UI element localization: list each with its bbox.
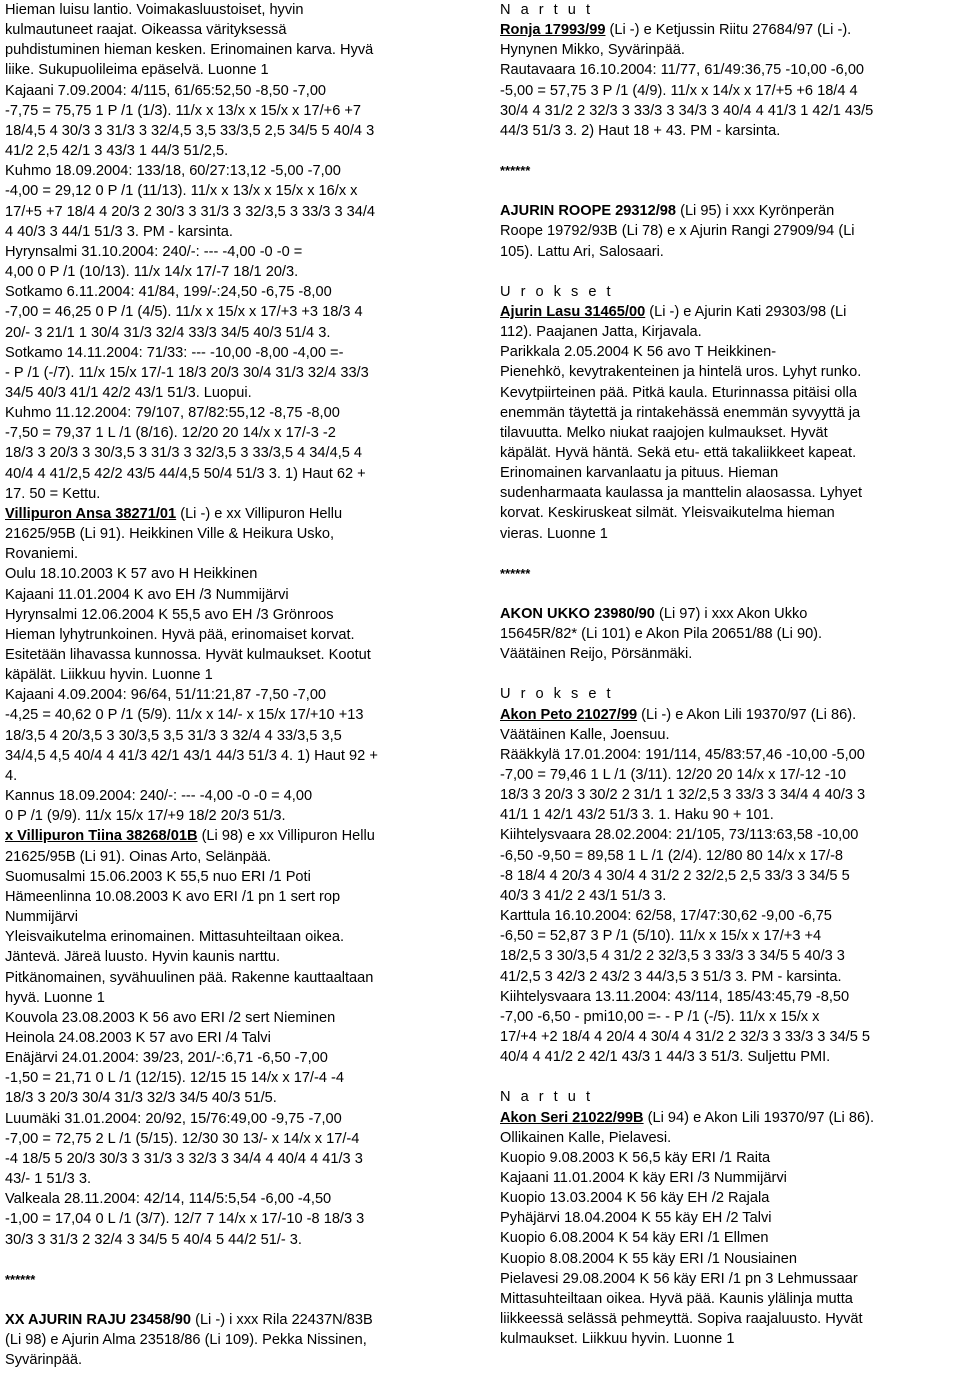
text-line: 15645R/82* (Li 101) e Akon Pila 20651/88 (Li 90). <box>500 626 823 643</box>
section-separator: ****** <box>500 565 531 581</box>
text-line: 30/3 3 31/3 2 32/4 3 34/5 5 40/4 5 44/2 51/- 3. <box>5 1231 302 1248</box>
text-line: enemmän täytettä ja rintakehässä enemmän syvyyttä ja <box>500 404 861 421</box>
text-line: Kajaani 11.01.2004 K avo EH /3 Nummijärvi <box>5 586 289 603</box>
text-line: Suomusalmi 15.06.2003 K 55,5 nuo ERI /1 Poti <box>5 868 311 885</box>
text-line: Hämeenlinna 10.08.2003 K avo ERI /1 pn 1 sert rop <box>5 888 341 905</box>
text-line: Jäntevä. Järeä luusto. Hyvin kaunis narttu. <box>5 949 280 966</box>
text-line: 41/2 2,5 42/1 3 43/3 1 44/3 51/2,5. <box>5 143 229 160</box>
text-line: Kiihtelysvaara 13.11.2004: 43/114, 185/43:45,79 -8,50 <box>500 988 850 1005</box>
text-line: - P /1 (-/7). 11/x 15/x 17/-1 18/3 20/3 30/4 31/3 32/4 33/3 <box>5 364 369 381</box>
text-line: 17/+4 +2 18/4 4 20/4 4 30/4 4 31/2 2 32/3 3 33/3 3 34/5 5 <box>500 1029 871 1046</box>
text-line: 0 P /1 (9/9). 11/x 15/x 17/+9 18/2 20/3 51/3. <box>5 808 286 825</box>
paragraph-lasu-details <box>500 322 960 544</box>
dog-name: x Villipuron Tiina 38268/01B <box>5 828 198 845</box>
text-line: 34/5 40/3 41/1 42/2 43/1 51/3. Luopui. <box>5 384 252 401</box>
text-line: käpälät. Hyvä häntä. Sekä etu- että takaliikkeet kapeat. <box>500 444 857 461</box>
text-line: 18/3 3 20/3 30/4 31/3 32/3 34/5 40/3 51/5. <box>5 1090 277 1107</box>
text-line: -6,50 = 52,87 3 P /1 (5/10). 11/x x 15/x x 17/+3 +4 <box>500 928 822 945</box>
text-line: Kuhmo 18.09.2004: 133/18, 60/27:13,12 -5,00 -7,00 <box>5 163 341 180</box>
text-line: vieras. Luonne 1 <box>500 525 608 542</box>
paragraph-ronja-details <box>500 40 960 141</box>
text-line: (Li 98) e Ajurin Alma 23518/86 (Li 109). Pekka Nissinen, <box>5 1332 367 1348</box>
text-line: puhdistuminen hieman kesken. Erinomainen karva. Hyvä <box>5 42 374 59</box>
section-label-urokset: U r o k s e t <box>500 283 614 300</box>
text-line: Väätäinen Kalle, Joensuu. <box>500 726 670 743</box>
text-line: hyvä. Luonne 1 <box>5 989 105 1006</box>
text-line: -6,50 -9,50 = 89,58 1 L /1 (2/4). 12/80 80 14/x x 17/-8 <box>500 847 844 864</box>
text-line: Parikkala 2.05.2004 K 56 avo T Heikkinen- <box>500 344 777 361</box>
text-line: korvat. Keskiruskeat silmät. Yleisvaikutelma hieman <box>500 505 835 522</box>
text-line: Väätäinen Reijo, Pörsänmäki. <box>500 646 693 663</box>
text-line: kulmautuneet raajat. Oikeassa värityksessä <box>5 22 287 39</box>
text-line: 17/+5 +7 18/4 4 20/3 2 30/3 3 31/3 3 32/3,5 3 33/3 3 34/4 <box>5 203 376 220</box>
text-line: Yleisvaikutelma erinomainen. Mittasuhteiltaan oikea. <box>5 929 345 946</box>
paragraph-roope-details <box>500 221 960 261</box>
dog-heading-akon-seri: Akon Seri 21022/99B (Li 94) e Akon Lili 19370/97 (Li 86). <box>500 1109 874 1126</box>
text-line: 21625/95B (Li 91). Oinas Arto, Selänpää. <box>5 848 272 865</box>
text-line: 4,00 0 P /1 (10/13). 11/x 14/x 17/-7 18/1 20/3. <box>5 264 299 281</box>
text-line: Heinola 24.08.2003 K 57 avo ERI /4 Talvi <box>5 1029 271 1046</box>
text-line: Kuopio 8.08.2004 K 55 käy ERI /1 Nousiainen <box>500 1250 797 1267</box>
text-line: 18/3 3 20/3 3 30/3,5 3 31/3 3 32/3,5 3 33/3,5 4 34/4,5 4 <box>5 445 363 462</box>
text-line: Erinomainen karvanlaatu ja pituus. Hieman <box>500 465 779 482</box>
dog-heading-villipuron-ansa: Villipuron Ansa 38271/01 (Li -) e xx Villipuron Hellu <box>5 505 343 522</box>
text-line: Hieman luisu lantio. Voimakasluustoiset, hyvin <box>5 2 304 18</box>
text-line: Mittasuhteiltaan oikea. Hyvä pää. Kaunis ylälinja mutta <box>500 1290 853 1307</box>
text-line: Kuhmo 11.12.2004: 79/107, 87/82:55,12 -8,75 -8,00 <box>5 405 340 422</box>
dog-heading-villipuron-tiina: x Villipuron Tiina 38268/01B (Li 98) e xx Villipuron Hellu <box>5 828 375 845</box>
text-line: -5,00 = 57,75 3 P /1 (4/9). 11/x x 14/x x 17/+5 +6 18/4 4 <box>500 82 858 99</box>
text-line: Oulu 18.10.2003 K 57 avo H Heikkinen <box>5 566 258 583</box>
text-line: Hyrynsalmi 12.06.2004 K 55,5 avo EH /3 Grönroos <box>5 606 334 623</box>
text-line: Rautavaara 16.10.2004: 11/77, 61/49:36,75 -10,00 -6,00 <box>500 62 865 79</box>
text-line: Kiihtelysvaara 28.02.2004: 21/105, 73/113:63,58 -10,00 <box>500 827 859 844</box>
text-line: -7,00 = 79,46 1 L /1 (3/11). 12/20 20 14/x x 17/-12 -10 <box>500 767 847 783</box>
text-line: Hynynen Mikko, Syvärinpää. <box>500 42 685 59</box>
text-line: -7,00 -6,50 - pmi10,00 =- - P /1 (-/5). 11/x x 15/x x <box>500 1008 820 1025</box>
text-line: -7,50 = 79,37 1 L /1 (8/16). 12/20 20 14/x x 17/-3 -2 <box>5 425 336 442</box>
text-line: 18/3 3 20/3 3 30/2 2 31/1 1 32/2,5 3 33/3 3 34/4 4 40/3 3 <box>500 787 866 804</box>
text-line: -7,00 = 46,25 0 P /1 (4/5). 11/x x 15/x x 17/+3 +3 18/3 4 <box>5 304 363 321</box>
text-line: -4,00 = 29,12 0 P /1 (11/13). 11/x x 13/x x 15/x x 16/x x <box>5 183 358 200</box>
dog-heading-akon-peto: Akon Peto 21027/99 (Li -) e Akon Lili 19370/97 (Li 86). <box>500 706 857 723</box>
text-line: Kevytpiirteinen pää. Pitkä kaula. Eturinnassa pitäisi olla <box>500 384 857 401</box>
text-line: Roope 19792/93B (Li 78) e x Ajurin Rangi 27909/94 (Li <box>500 223 855 240</box>
text-line: -8 18/4 4 20/3 4 30/4 4 31/2 2 32/2,5 2,5 33/3 3 34/5 5 <box>500 867 850 884</box>
text-line: -4 18/5 5 20/3 30/3 3 31/3 3 32/3 3 34/4 4 40/4 4 41/3 3 <box>5 1150 363 1167</box>
dog-name: Villipuron Ansa 38271/01 <box>5 505 177 522</box>
text-line: 105). Lattu Ari, Salosaari. <box>500 243 664 260</box>
paragraph-raju-details <box>5 1330 467 1370</box>
section-label-nartut: N a r t u t <box>500 1089 594 1106</box>
text-line: 40/4 4 41/2,5 42/2 43/5 44/4,5 50/4 51/3 3. 1) Haut 62 + <box>5 465 366 482</box>
text-line: -7,00 = 72,75 2 L /1 (5/15). 12/30 30 13/- x 14/x x 17/-4 <box>5 1130 360 1147</box>
text-line: 40/3 3 41/2 2 43/1 51/3 3. <box>500 887 667 904</box>
dog-name: Akon Seri 21022/99B <box>500 1109 644 1126</box>
text-line: Hyrynsalmi 31.10.2004: 240/-: --- -4,00 -0 -0 = <box>5 243 303 260</box>
text-line: Ollikainen Kalle, Pielavesi. <box>500 1129 672 1146</box>
text-line: Kannus 18.09.2004: 240/-: --- -4,00 -0 -0 = 4,00 <box>5 788 313 805</box>
text-line: 41/1 1 42/1 43/2 51/3 3. 1. Haku 90 + 101. <box>500 807 774 824</box>
dog-heading-ronja: Ronja 17993/99 (Li -) e Ketjussin Riitu 27684/97 (Li -). <box>500 22 852 39</box>
text-line: Pyhäjärvi 18.04.2004 K 55 käy EH /2 Talvi <box>500 1210 772 1227</box>
paragraph-ansa-results <box>5 0 467 504</box>
section-label-urokset: U r o k s e t <box>500 686 614 703</box>
section-separator: ****** <box>5 1271 36 1287</box>
text-line: Valkeala 28.11.2004: 42/14, 114/5:5,54 -6,00 -4,50 <box>5 1191 332 1208</box>
dog-heading-ajurin-roope: AJURIN ROOPE 29312/98 (Li 95) i xxx Kyrönperän <box>500 203 835 220</box>
text-line: Rääkkylä 17.01.2004: 191/114, 45/83:57,46 -10,00 -5,00 <box>500 746 865 763</box>
dog-heading-ajurin-raju: XX AJURIN RAJU 23458/90 (Li -) i xxx Rila 22437N/83B <box>5 1311 373 1328</box>
text-line: Kajaani 4.09.2004: 96/64, 51/11:21,87 -7,50 -7,00 <box>5 687 327 704</box>
text-line: 18/3,5 4 20/3,5 3 30/3,5 3,5 31/3 3 32/4 4 33/3,5 3,5 <box>5 727 342 744</box>
text-line: -1,50 = 21,71 0 L /1 (12/15). 12/15 15 14/x x 17/-4 -4 <box>5 1070 344 1087</box>
paragraph-tiina-details <box>5 847 467 1250</box>
text-line: sudenharmaata kaulassa ja manttelin alaosassa. Lyhyet <box>500 485 863 502</box>
text-line: Enäjärvi 24.01.2004: 39/23, 201/-:6,71 -6,50 -7,00 <box>5 1050 328 1067</box>
text-line: 17. 50 = Kettu. <box>5 485 101 502</box>
text-line: Kajaani 11.01.2004 K käy ERI /3 Nummijärvi <box>500 1169 787 1186</box>
dog-heading-akon-ukko: AKON UKKO 23980/90 (Li 97) i xxx Akon Ukko <box>500 605 808 622</box>
right-column <box>500 0 960 1349</box>
text-line: 43/- 1 51/3 3. <box>5 1171 92 1188</box>
text-line: Luumäki 31.01.2004: 20/92, 15/76:49,00 -9,75 -7,00 <box>5 1110 342 1127</box>
text-line: Kajaani 7.09.2004: 4/115, 61/65:52,50 -8,50 -7,00 <box>5 82 327 99</box>
text-line: 41/2,5 3 42/3 2 43/2 3 44/3,5 3 51/3 3. PM - karsinta. <box>500 968 842 985</box>
text-line: Kouvola 23.08.2003 K 56 avo ERI /2 sert Nieminen <box>5 1009 336 1026</box>
left-column <box>5 0 467 1370</box>
dog-name: XX AJURIN RAJU 23458/90 <box>5 1311 192 1328</box>
text-line: Hieman lyhytrunkoinen. Hyvä pää, erinomaiset korvat. <box>5 626 355 643</box>
text-line: tilavuutta. Melko niukat raajojen kulmaukset. Hyvät <box>500 424 828 441</box>
text-line: Kuopio 6.08.2004 K 54 käy ERI /1 Ellmen <box>500 1230 769 1247</box>
text-line: Pitkänomainen, syvähuulinen pää. Rakenne kauttaaltaan <box>5 969 374 986</box>
text-line: 40/4 4 41/2 2 42/1 43/3 1 44/3 3 51/3. Suljettu PMI. <box>500 1049 831 1066</box>
text-line: kulmaukset. Liikkuu hyvin. Luonne 1 <box>500 1331 735 1348</box>
paragraph-ansa-details <box>5 524 467 826</box>
text-line: 20/- 3 21/1 1 30/4 31/3 32/4 33/3 34/5 40/3 51/4 3. <box>5 324 331 341</box>
text-line: 4 40/3 3 44/1 51/3 3. PM - karsinta. <box>5 223 233 240</box>
text-line: -7,75 = 75,75 1 P /1 (1/3). 11/x x 13/x x 15/x x 17/+6 +7 <box>5 102 362 119</box>
section-separator: ****** <box>500 163 531 179</box>
text-line: Pienehkö, kevytrakenteinen ja hintelä uros. Lyhyt runko. <box>500 364 862 381</box>
text-line: Esitetään lihavassa kunnossa. Hyvät kulmaukset. Kootut <box>5 647 371 663</box>
section-label-nartut: N a r t u t <box>500 2 594 18</box>
text-line: Rovaniemi. <box>5 546 78 563</box>
text-line: Sotkamo 6.11.2004: 41/84, 199/-:24,50 -6,75 -8,00 <box>5 284 332 301</box>
dog-name: Akon Peto 21027/99 <box>500 706 638 723</box>
text-line: 21625/95B (Li 91). Heikkinen Ville & Heikura Usko, <box>5 526 335 543</box>
text-line: Sotkamo 14.11.2004: 71/33: --- -10,00 -8,00 -4,00 =- <box>5 344 344 361</box>
paragraph-seri-details <box>500 1128 960 1350</box>
text-line: Karttula 16.10.2004: 62/58, 17/47:30,62 -9,00 -6,75 <box>500 908 832 925</box>
text-line: 44/3 51/3 3. 2) Haut 18 + 43. PM - karsinta. <box>500 122 781 139</box>
text-line: -4,25 = 40,62 0 P /1 (5/9). 11/x x 14/- x 15/x 17/+10 +13 <box>5 707 364 724</box>
text-line: liikkeessä selässä pehmeyttä. Sopiva raajaluusto. Hyvät <box>500 1311 863 1328</box>
text-line: Kuopio 13.03.2004 K 56 käy EH /2 Rajala <box>500 1190 770 1207</box>
dog-name: AJURIN ROOPE 29312/98 <box>500 203 677 220</box>
paragraph-ukko-details <box>500 624 960 664</box>
text-line: 112). Paajanen Jatta, Kirjavala. <box>500 324 702 341</box>
text-line: käpälät. Liikkuu hyvin. Luonne 1 <box>5 667 213 684</box>
dog-name: Ronja 17993/99 <box>500 22 606 39</box>
text-line: liike. Sukupuolileima epäselvä. Luonne 1 <box>5 62 269 79</box>
text-line: 18/2,5 3 30/3,5 4 31/2 2 32/3,5 3 33/3 3 34/5 5 40/3 3 <box>500 948 845 965</box>
text-line: Pielavesi 29.08.2004 K 56 käy ERI /1 pn 3 Lehmussaar <box>500 1270 858 1287</box>
text-line: 4. <box>5 767 18 784</box>
text-line: -1,00 = 17,04 0 L /1 (3/7). 12/7 7 14/x x 17/-10 -8 18/3 3 <box>5 1211 365 1228</box>
text-line: 18/4,5 4 30/3 3 31/3 3 32/4,5 3,5 33/3,5 2,5 34/5 5 40/4 3 <box>5 122 375 139</box>
dog-heading-ajurin-lasu: Ajurin Lasu 31465/00 (Li -) e Ajurin Kati 29303/98 (Li <box>500 303 847 320</box>
paragraph-peto-details <box>500 725 960 1068</box>
dog-name: Ajurin Lasu 31465/00 <box>500 303 646 320</box>
dog-name: AKON UKKO 23980/90 <box>500 605 655 622</box>
text-line: 34/4,5 4,5 40/4 4 41/3 42/1 43/1 44/3 51/3 4. 1) Haut 92 + <box>5 747 378 764</box>
text-line: Nummijärvi <box>5 909 78 926</box>
text-line: Kuopio 9.08.2003 K 56,5 käy ERI /1 Raita <box>500 1149 771 1166</box>
text-line: Syvärinpää. <box>5 1352 83 1369</box>
text-line: 30/4 4 31/2 2 32/3 3 33/3 3 34/3 3 40/4 4 41/3 1 42/1 43/5 <box>500 102 874 119</box>
